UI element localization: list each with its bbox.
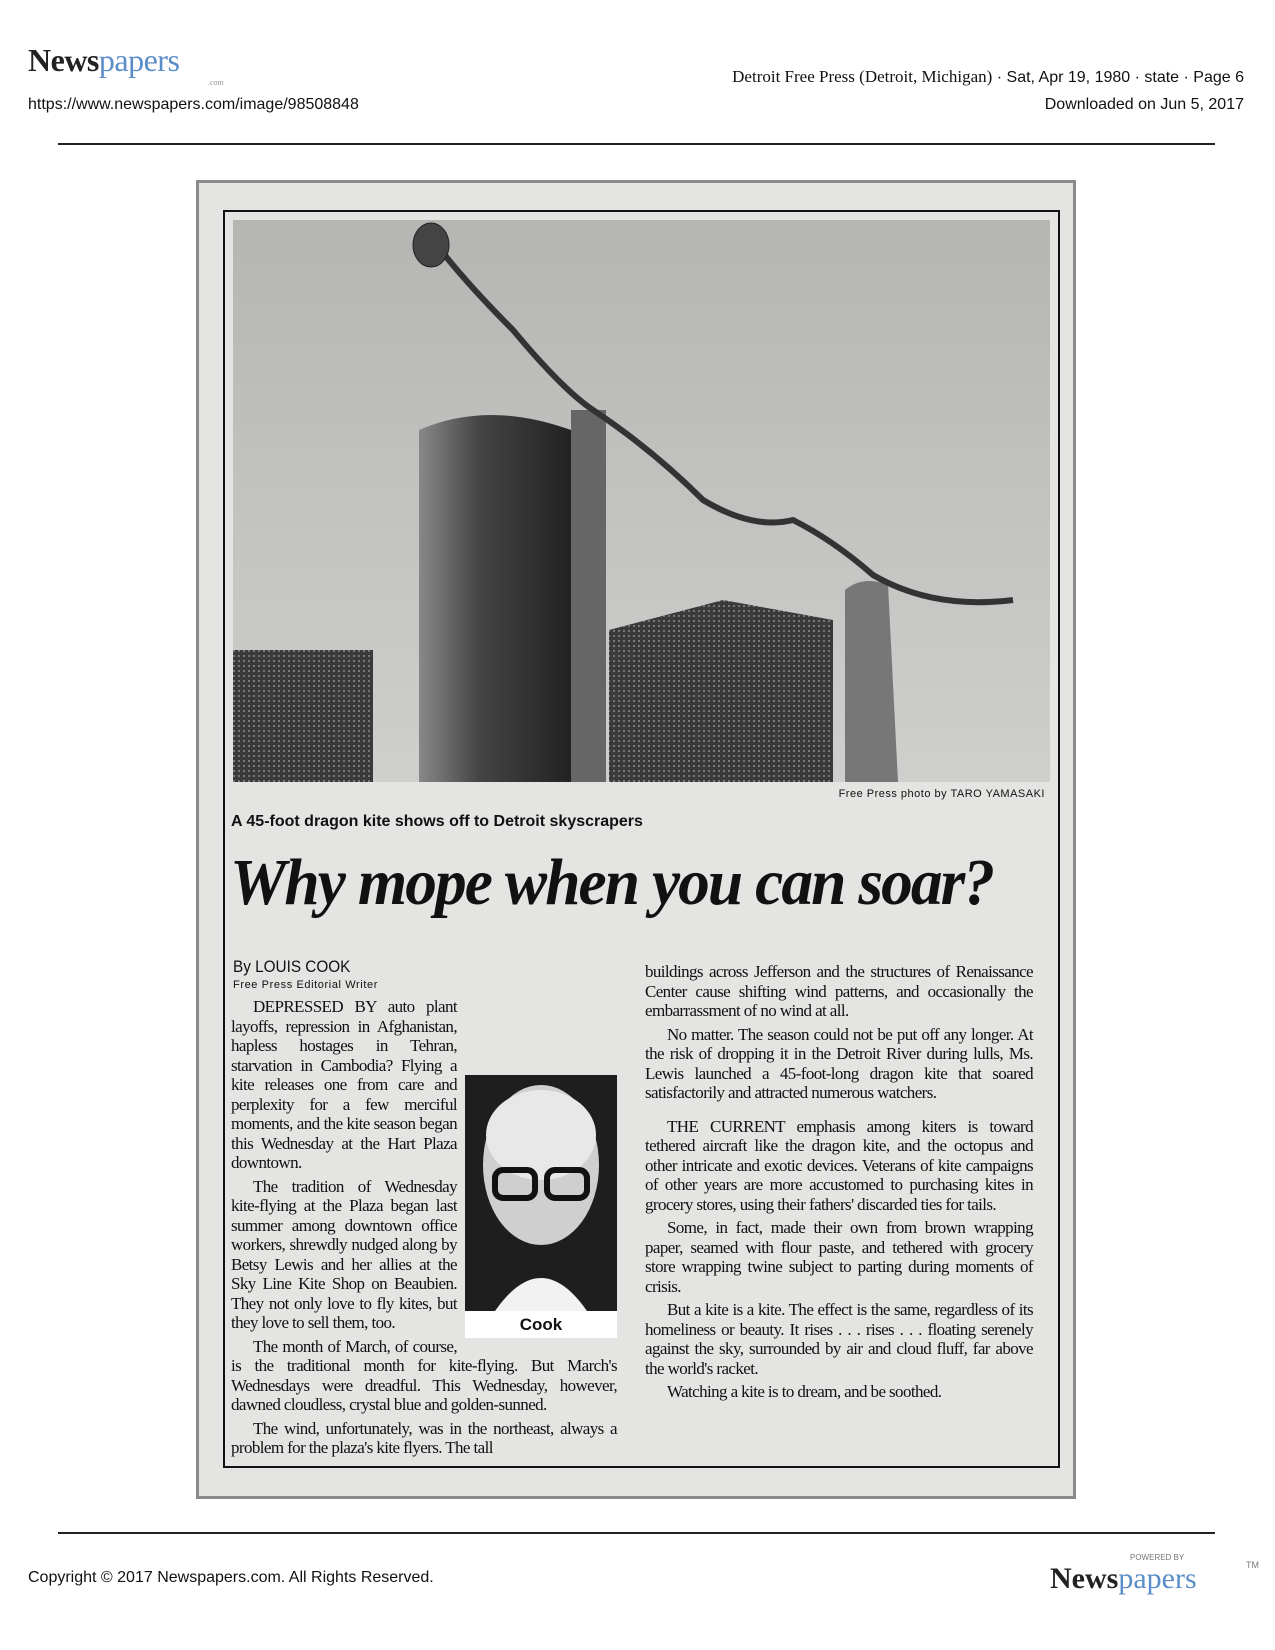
paragraph: THE CURRENT emphasis among kiters is toward tethered aircraft like the dragon kite, and the octopus and other intricate and exotic devices. Veterans of kite campaigns of other years are more accustomed to purchasing kites in grocery stores, using their fathers' discarded ties for tails. — [645, 1116, 1033, 1214]
paragraph: buildings across Jefferson and the structures of Renaissance Center cause shifting wind patterns, and occasionally the embarrassment of no wind at all. — [645, 962, 1033, 1020]
author-portrait — [465, 1075, 617, 1338]
paragraph: But a kite is a kite. The effect is the same, regardless of its homeliness or beauty. It rises . . . rises . . . floating serenely against the sky, surrounded by air and cloud fluff, far above the world's racket. — [645, 1300, 1033, 1378]
download-date: Downloaded on Jun 5, 2017 — [1044, 96, 1244, 113]
image-url[interactable]: https://www.newspapers.com/image/98508848 — [28, 96, 359, 113]
paragraph: The wind, unfortunately, was in the northeast, always a problem for the plaza's kite flyers. The tall — [231, 1418, 617, 1457]
source-title: Detroit Free Press (Detroit, Michigan) — [732, 67, 993, 86]
photo-caption: A 45-foot dragon kite shows off to Detroit skyscrapers — [231, 813, 643, 830]
article-column-left — [231, 997, 617, 1462]
headline: Why mope when you can soar? — [230, 846, 994, 919]
paragraph: Watching a kite is to dream, and be soothed. — [667, 1382, 942, 1401]
portrait-photo — [465, 1075, 617, 1311]
portrait-caption: Cook — [519, 1315, 563, 1334]
byline: By LOUIS COOK — [233, 957, 351, 976]
paragraph: No matter. The season could not be put off any longer. At the risk of dropping it in the Detroit River during lulls, Ms. Lewis launched a 45-foot-long dragon kite that soared satisfactorily and attracted numerous watchers. — [645, 1024, 1033, 1102]
paragraph: DEPRESSED BY auto plant layoffs, repression in Afghanistan, hapless hostages in Tehran, starvation in Cambodia? Flying a kite releases one from care and perplexity for a few merciful moments, and the kite season began this Wednesday at the Hart Plaza downtown. — [231, 997, 457, 1172]
header-divider — [58, 143, 1215, 145]
paragraph: Some, in fact, made their own from brown wrapping paper, seamed with flour paste, and tethered with grocery store wrapping twine subject to parting during moments of crisis. — [645, 1218, 1033, 1296]
copyright: Copyright © 2017 Newspapers.com. All Rights Reserved. — [28, 1569, 434, 1586]
trademark-mark: TM — [1246, 1560, 1259, 1570]
logo-suffix: .com — [208, 78, 224, 87]
paragraph: The month of March, of course, is the traditional month for kite-flying. But March's Wednesdays were dreadful. This Wednesday, however, dawned cloudless, crystal blue and golden-sunned. — [231, 1336, 617, 1414]
powered-by-logo[interactable]: POWERED BY Newspapers TM — [1050, 1553, 1259, 1595]
author-role: Free Press Editorial Writer — [233, 979, 378, 991]
photo-credit: Free Press photo by TARO YAMASAKI — [838, 788, 1045, 800]
paragraph: The tradition of Wednesday kite-flying at the Plaza began last summer among downtown office workers, shrewdly nudged along by Betsy Lewis and her allies at the Sky Line Kite Shop on Beaubien. They not only love to fly kites, but they love to sell them, too. — [231, 1176, 457, 1332]
source-meta: · Sat, Apr 19, 1980 · state · Page 6 — [992, 69, 1244, 86]
newspapers-logo[interactable]: Newspapers .com — [28, 42, 224, 87]
powered-by-label: POWERED BY — [1130, 1553, 1185, 1562]
footer-divider — [58, 1532, 1215, 1534]
source-info — [732, 67, 1244, 87]
article-column-right — [645, 962, 1033, 1406]
kite-photo — [233, 220, 1050, 782]
